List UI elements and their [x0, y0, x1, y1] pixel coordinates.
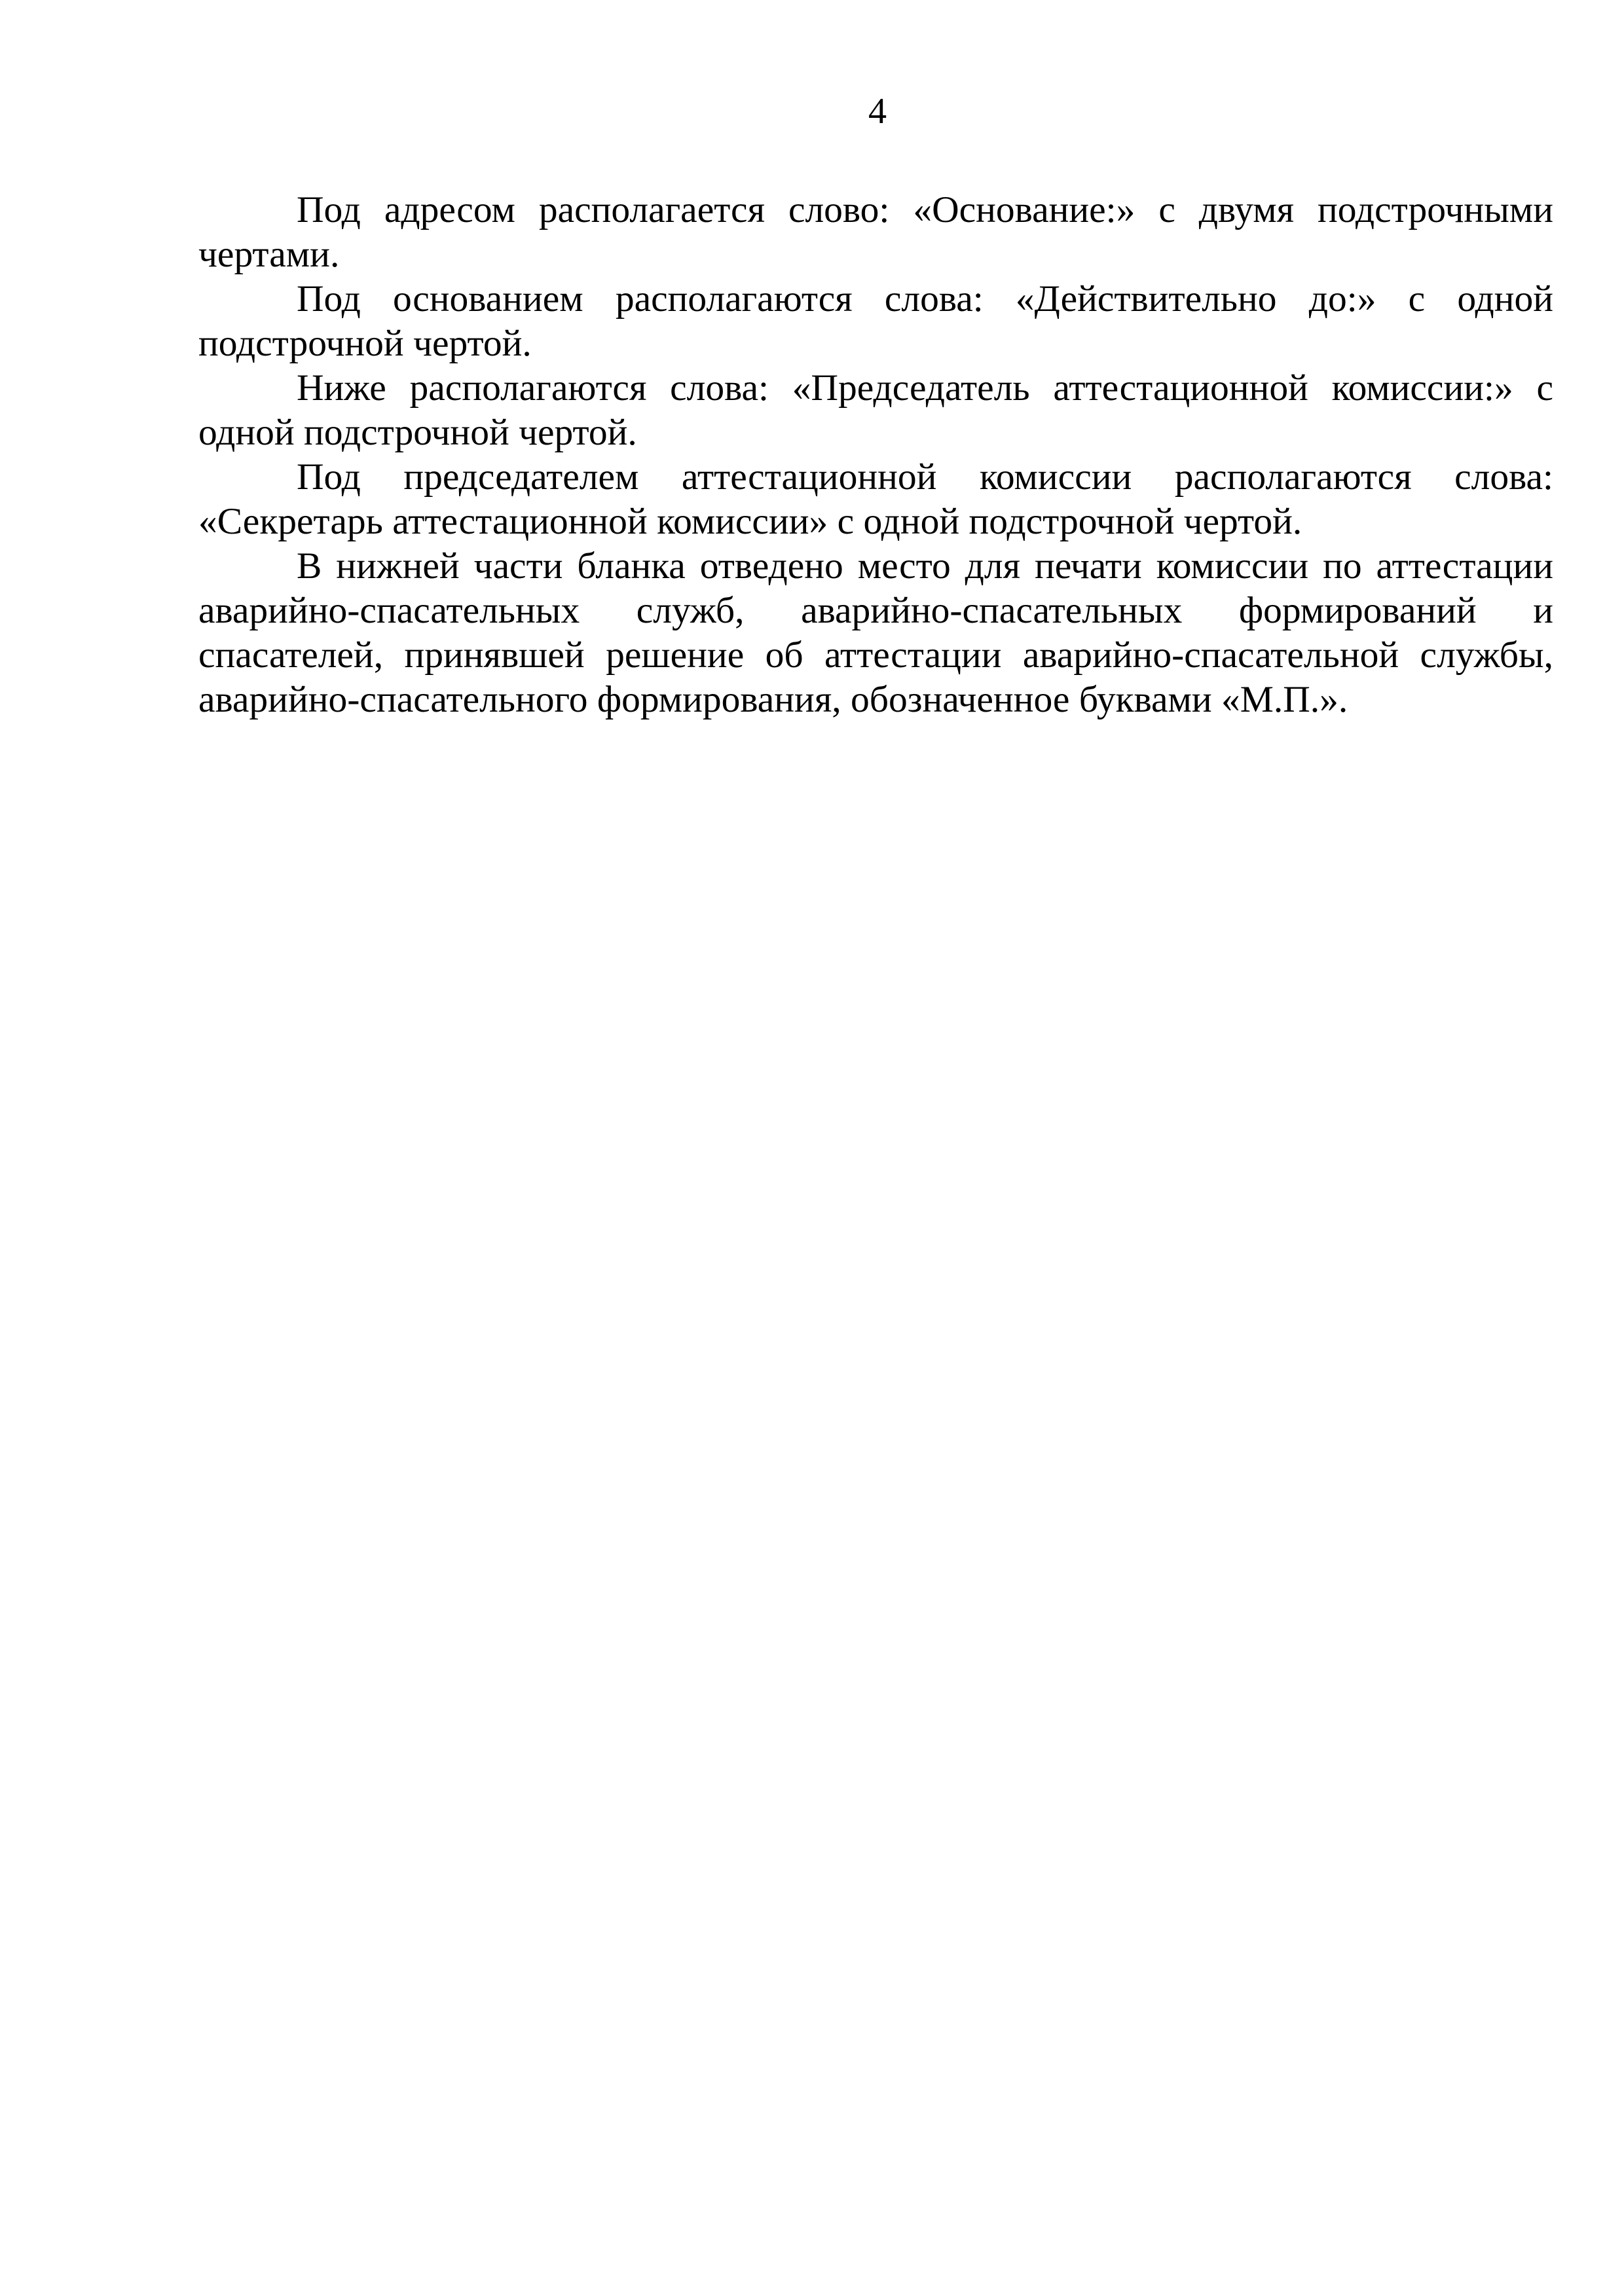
page-number: 4 [868, 91, 887, 132]
paragraph-commission-chairman: Ниже располагаются слова: «Председатель аттестационной комиссии:» с одной подстрочной чертой. [198, 367, 1553, 453]
document-body [198, 188, 1553, 722]
paragraph-basis: Под адресом располагается слово: «Основание:» с двумя подстрочными чертами. [198, 189, 1553, 275]
paragraph-valid-until: Под основанием располагаются слова: «Действительно до:» с одной подстрочной чертой. [198, 278, 1553, 364]
paragraph-seal-place: В нижней части бланка отведено место для печати комиссии по аттестации аварийно-спасательных служб, аварийно-спасательных формирований и спасателей, принявшей решение об аттестации аварийно-спасательной службы, аварийно-спасательного формирования, обозначенное буквами «М.П.». [198, 545, 1553, 720]
paragraph-commission-secretary: Под председателем аттестационной комиссии располагаются слова: «Секретарь аттестационной комиссии» с одной подстрочной чертой. [198, 456, 1553, 542]
